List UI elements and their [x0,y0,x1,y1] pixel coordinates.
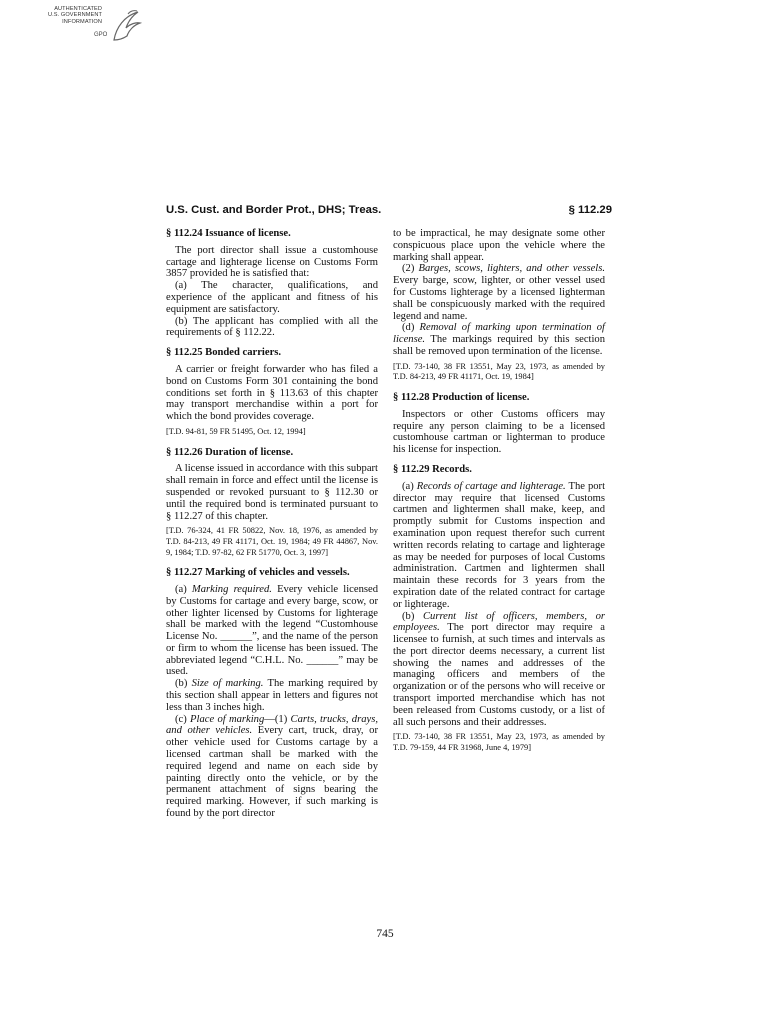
right-column [393,228,605,763]
paragraph: A license issued in accordance with this subpart shall remain in force and effect until the license is suspended or revoked pursuant to § 112.30 or until the required bond is terminated pursuant to § 112.27 of this chapter. [166,463,378,522]
left-column [166,228,378,820]
paragraph: (a) The character, qualifications, and experience of the applicant and fitness of his equipment are satisfactory. [166,280,378,315]
citation: [T.D. 94-81, 59 FR 51495, Oct. 12, 1994] [166,426,306,436]
page-number: 745 [376,928,394,940]
section-heading-112-28: § 112.28 Production of license. [393,391,530,403]
paragraph-place-of-marking: (c) Place of marking—(1) Carts, trucks, drays, and other vehicles. Every cart, truck, dray, or other vehicle used for Customs cartage by a licensed cartman shall be marked with the required legend and name on each side by painting directly onto the vehicle, or by the permanent attachment of signs bearing the required marking. However, if such marking is found by the port director [166,713,379,820]
paragraph-barges: (2) Barges, scows, lighters, and other vessels. Every barge, scow, lighter, or other vessel used for Customs lighterage by a licensed lighterman shall be conspicuously marked with the required legend and name. [393,263,605,322]
citation: [T.D. 73-140, 38 FR 13551, May 23, 1973, as amended by T.D. 84-213, 49 FR 41171, Oct. 19, 1984] [393,361,605,382]
running-head-section: § 112.29 [568,204,612,216]
citation: [T.D. 73-140, 38 FR 13551, May 23, 1973, as amended by T.D. 79-159, 44 FR 31968, June 4, 1979] [393,732,605,753]
paragraph-current-list: (b) Current list of officers, members, or employees. The port director may require a licensee to furnish, at such times and intervals as the port director deems necessary, a current list showing the names and addresses of the managing officers and members of the organization or of the persons who will receive or transport imported merchandise which has not been released from Customs custody, or a list of all such persons and their addresses. [393,610,605,728]
seal-line-2: U.S. GOVERNMENT [47,12,102,19]
eagle-icon [106,6,146,46]
section-heading-112-25: § 112.25 Bonded carriers. [166,347,282,359]
seal-line-1: AUTHENTICATED [54,6,102,12]
seal-gpo-label: GPO [94,32,108,38]
section-heading-112-24: § 112.24 Issuance of license. [166,228,291,239]
paragraph-records-of-cartage: (a) Records of cartage and lighterage. The port director may require that licensed Customs cartmen and lightermen shall make, keep, and promptly submit for Customs inspection and examination upon request therefor such current written records relating to cartage and lighterage as may be needed for purposes of local Customs administration. Cartmen and lightermen shall maintain these records for 3 years from the expiration date of the related contract for cartage or lighterage. [393,480,606,610]
paragraph: The port director shall issue a customhouse cartage and lighterage license on Customs Form 3857 provided he is satisfied that: [166,244,378,280]
paragraph: (b) The applicant has complied with all the requirements of § 112.22. [166,315,378,339]
running-head-title: U.S. Cust. and Border Prot., DHS; Treas. [166,204,382,216]
paragraph-removal-of-marking: (d) Removal of marking upon termination of license. The markings required by this section shall be removed upon termination of the license. [393,322,605,357]
paragraph-continued: to be impractical, he may designate some other conspicuous place upon the vehicle where the marking shall appear. [393,228,605,263]
section-heading-112-27: § 112.27 Marking of vehicles and vessels. [166,567,350,579]
seal-line-3: INFORMATION [62,18,102,25]
section-heading-112-29: § 112.29 Records. [393,463,472,475]
paragraph-size-of-marking: (b) Size of marking. The marking required by this section shall appear in letters and figures not less than 3 inches high. [166,678,378,713]
seal-text [22,6,102,25]
citation: [T.D. 76-324, 41 FR 50822, Nov. 18, 1976, as amended by T.D. 84-213, 49 FR 41171, Oct. 19, 1984; 49 FR 44867, Nov. 9, 1984; T.D. 97-82, 62 FR 51770, Oct. 3, 1997] [166,526,378,557]
running-head [166,204,612,220]
gpo-authentication-seal [22,6,152,46]
paragraph-marking-required: (a) Marking required. Every vehicle licensed by Customs for cartage and every barge, scow, or other lighter licensed by Customs for lighterage shall be marked with the legend “Customhouse License No. ______”, and the name of the person or firm to whom the license has been issued. The abbreviated legend “C.H.L. No. ______” may be used. [166,583,378,678]
paragraph: A carrier or freight forwarder who has filed a bond on Customs Form 301 containing the bond conditions set forth in § 113.63 of this chapter may transport merchandise within a port for which the bond provides coverage. [166,363,378,423]
paragraph: Inspectors or other Customs officers may require any person claiming to be a licensed customhouse cartman or lighterman to produce his license for inspection. [393,408,605,456]
section-heading-112-26: § 112.26 Duration of license. [166,446,294,458]
